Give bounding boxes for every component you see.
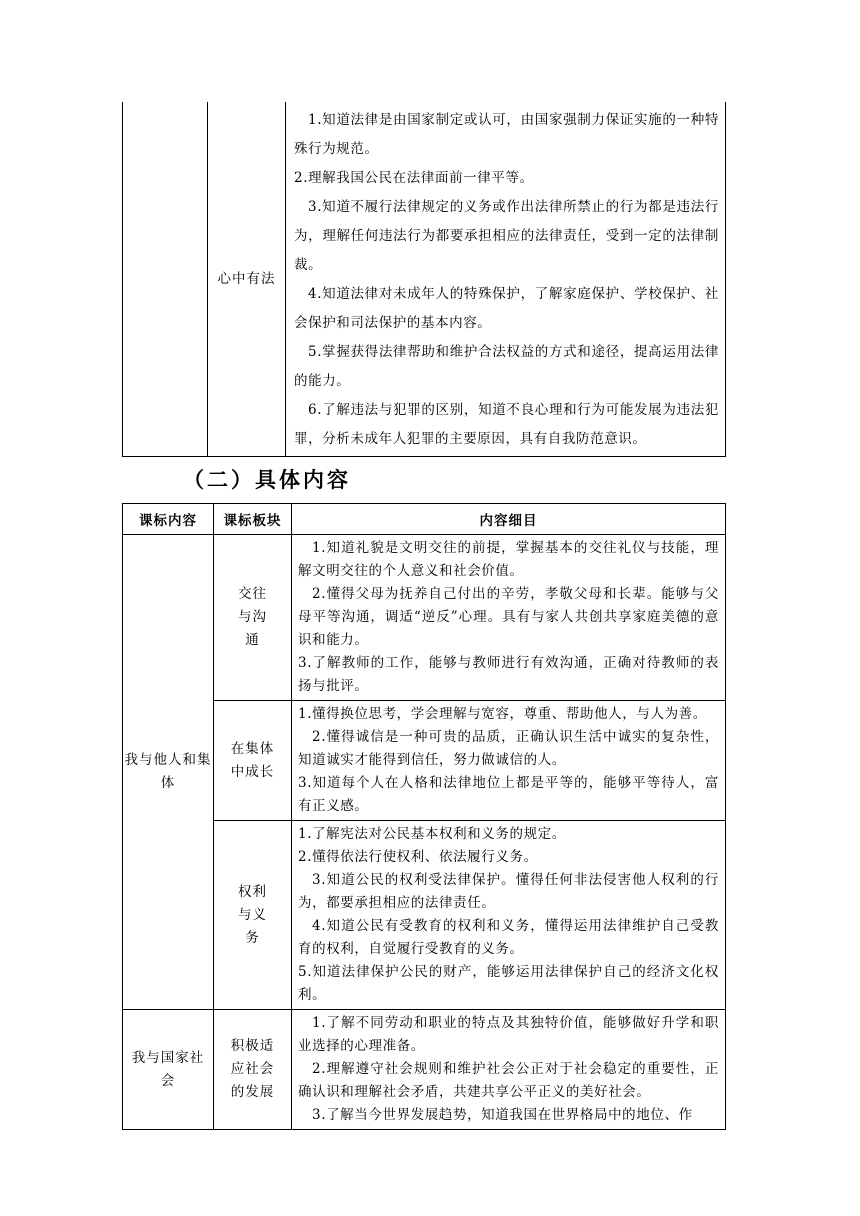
block-name: 交往与沟通 bbox=[238, 586, 267, 648]
block-name: 权利与义务 bbox=[238, 883, 267, 946]
block-name-cell bbox=[214, 535, 292, 701]
block-name-cell bbox=[214, 821, 292, 1010]
list-item: 1.知道法律是由国家制定或认可，由国家强制力保证实施的一种特殊行为规范。 bbox=[294, 112, 719, 157]
empty-content-cell bbox=[123, 102, 208, 457]
list-item: 1.懂得换位思考，学会理解与宽容，尊重、帮助他人，与人为善。 bbox=[298, 706, 707, 722]
list-item: 5.掌握获得法律帮助和维护合法权益的方式和途径，提高运用法律的能力。 bbox=[294, 344, 719, 389]
curriculum-table bbox=[122, 503, 726, 1130]
header-curriculum-content: 课标内容 bbox=[123, 504, 214, 535]
list-item: 2.理解遵守社会规则和维护社会公正对于社会稳定的重要性，正确认识和理解社会矛盾，共建共享公平正义的美好社会。 bbox=[298, 1061, 719, 1100]
list-item: 3.了解教师的工作，能够与教师进行有效沟通，正确对待教师的表扬与批评。 bbox=[298, 655, 719, 694]
items-cell bbox=[292, 821, 726, 1010]
list-item: 1.了解宪法对公民基本权利和义务的规定。 bbox=[298, 826, 566, 842]
list-item: 4.知道公民有受教育的权利和义务，懂得运用法律维护自己受教育的权利，自觉履行受教育的义务。 bbox=[298, 918, 719, 957]
list-item: 6.了解违法与犯罪的区别，知道不良心理和行为可能发展为违法犯罪，分析未成年人犯罪的主要原因，具有自我防范意识。 bbox=[294, 402, 719, 447]
list-item: 5.知道法律保护公民的财产，能够运用法律保护自己的经济文化权利。 bbox=[298, 964, 719, 1003]
list-item: 3.知道不履行法律规定的义务或作出法律所禁止的行为都是违法行为，理解任何违法行为都要承担相应的法律责任，受到一定的法律制裁。 bbox=[294, 199, 719, 273]
group-name-cell: 我与他人和集体 bbox=[123, 535, 214, 1010]
list-item: 1.知道礼貌是文明交往的前提，掌握基本的交往礼仪与技能，理解文明交往的个人意义和社会价值。 bbox=[298, 540, 719, 579]
block-name-cell bbox=[214, 701, 292, 821]
list-item: 2.懂得诚信是一种可贵的品质，正确认识生活中诚实的复杂性，知道诚实才能得到信任，努力做诚信的人。 bbox=[298, 729, 719, 768]
list-item: 4.知道法律对未成年人的特殊保护，了解家庭保护、学校保护、社会保护和司法保护的基本内容。 bbox=[294, 286, 719, 331]
header-content-details: 内容细目 bbox=[292, 504, 726, 535]
block-name: 积极适应社会的发展 bbox=[230, 1038, 275, 1100]
list-item: 3.了解当今世界发展趋势，知道我国在世界格局中的地位、作 bbox=[312, 1107, 693, 1123]
top-continuation-table bbox=[122, 102, 726, 457]
section-heading: （二）具体内容 bbox=[183, 468, 351, 492]
block-name-cell: 心中有法 bbox=[208, 102, 286, 457]
items-cell bbox=[292, 1010, 726, 1130]
list-item: 2.懂得依法行使权利、依法履行义务。 bbox=[298, 849, 538, 865]
items-cell bbox=[292, 535, 726, 701]
block-name: 在集体中成长 bbox=[230, 740, 275, 780]
header-curriculum-block: 课标板块 bbox=[214, 504, 292, 535]
list-item: 2.理解我国公民在法律面前一律平等。 bbox=[294, 170, 534, 186]
group-name-cell bbox=[123, 1010, 214, 1130]
list-item: 3.知道公民的权利受法律保护。懂得任何非法侵害他人权利的行为，都要承担相应的法律责任。 bbox=[298, 872, 719, 911]
group-name: 我与国家社会 bbox=[131, 1049, 205, 1089]
list-item: 3.知道每个人在人格和法律地位上都是平等的，能够平等待人，富有正义感。 bbox=[298, 775, 719, 814]
items-cell bbox=[292, 701, 726, 821]
block-name-cell bbox=[214, 1010, 292, 1130]
list-item: 2.懂得父母为抚养自己付出的辛劳，孝敬父母和长辈。能够与父母平等沟通，调适“逆反”心理。具有与家人共创共享家庭美德的意识和能力。 bbox=[298, 586, 719, 648]
list-item: 1.了解不同劳动和职业的特点及其独特价值，能够做好升学和职业选择的心理准备。 bbox=[298, 1015, 719, 1054]
items-cell bbox=[286, 102, 726, 457]
